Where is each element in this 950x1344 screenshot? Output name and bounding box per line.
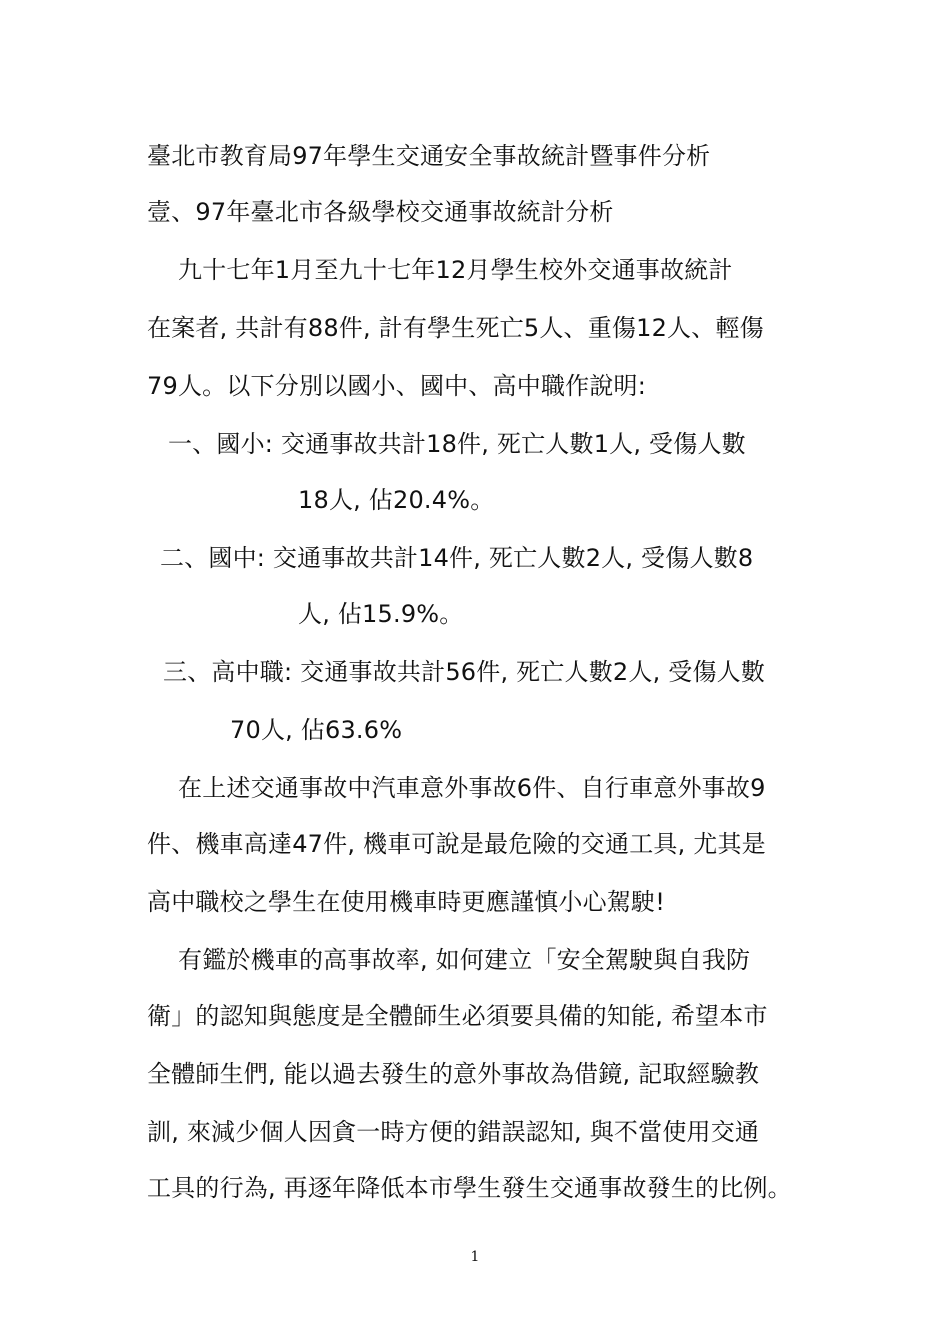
conclusion-paragraph-line: 訓, 來減少個人因貪一時方便的錯誤認知, 與不當使用交通 (147, 1118, 760, 1146)
document-title: 臺北市教育局97年學生交通安全事故統計暨事件分析 (147, 142, 711, 170)
vehicle-paragraph-line: 在上述交通事故中汽車意外事故6件、自行車意外事故9 (178, 774, 766, 802)
vehicle-paragraph-line: 高中職校之學生在使用機車時更應謹慎小心駕駛! (147, 888, 666, 916)
senior-high-item: 三、高中職: 交通事故共計56件, 死亡人數2人, 受傷人數 (163, 658, 766, 686)
junior-high-item-continued: 人, 佔15.9%。 (298, 600, 464, 628)
senior-high-item-continued: 70人, 佔63.6% (230, 716, 403, 744)
elementary-school-item: 一、國小: 交通事故共計18件, 死亡人數1人, 受傷人數 (168, 430, 746, 458)
intro-paragraph-line: 九十七年1月至九十七年12月學生校外交通事故統計 (178, 256, 733, 284)
elementary-school-item-continued: 18人, 佔20.4%。 (298, 486, 495, 514)
intro-paragraph-line: 79人。以下分別以國小、國中、高中職作說明: (147, 372, 647, 400)
conclusion-paragraph-line: 全體師生們, 能以過去發生的意外事故為借鏡, 記取經驗教 (147, 1060, 760, 1088)
intro-paragraph-line: 在案者, 共計有88件, 計有學生死亡5人、重傷12人、輕傷 (147, 314, 764, 342)
conclusion-paragraph-line: 有鑑於機車的高事故率, 如何建立「安全駕駛與自我防 (178, 946, 751, 974)
junior-high-item: 二、國中: 交通事故共計14件, 死亡人數2人, 受傷人數8 (160, 544, 754, 572)
section-heading: 壹、97年臺北市各級學校交通事故統計分析 (147, 198, 614, 226)
vehicle-paragraph-line: 件、機車高達47件, 機車可說是最危險的交通工具, 尤其是 (147, 830, 766, 858)
page-number: 1 (470, 1249, 480, 1265)
conclusion-paragraph-line: 工具的行為, 再逐年降低本市學生發生交通事故發生的比例。 (147, 1174, 792, 1202)
conclusion-paragraph-line: 衛」的認知與態度是全體師生必須要具備的知能, 希望本市 (147, 1002, 768, 1030)
